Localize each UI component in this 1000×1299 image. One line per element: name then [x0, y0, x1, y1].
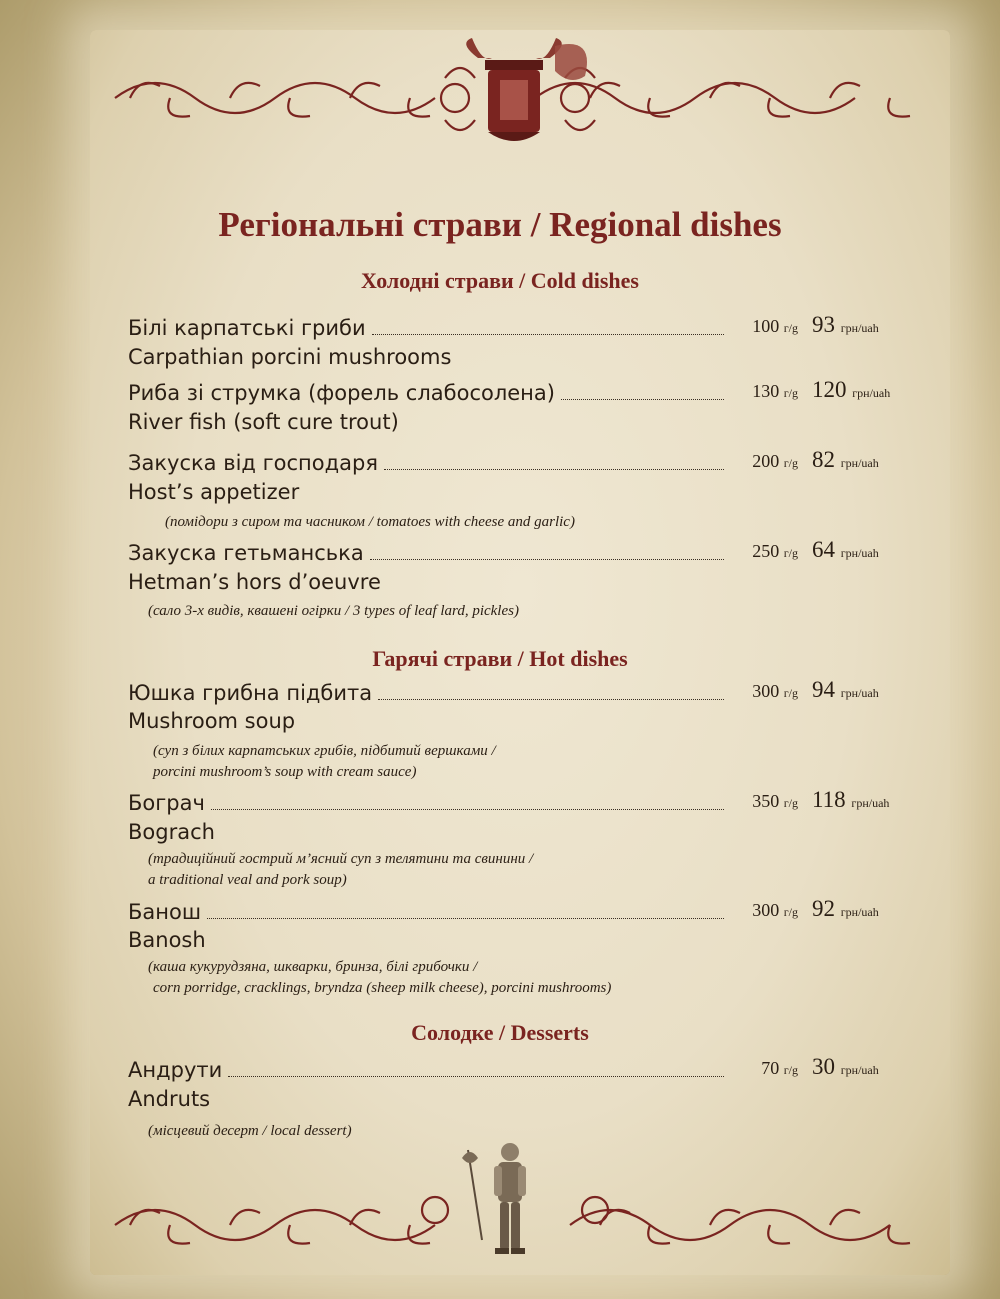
dish-description: a traditional veal and pork soup)	[148, 872, 347, 888]
dish-description: (місцевий десерт / local dessert)	[148, 1123, 352, 1139]
dot-leader	[378, 699, 724, 700]
dish-price: 64 грн/uah	[812, 537, 879, 562]
dish-name-en: Mushroom soup	[128, 709, 296, 733]
dish-weight: 200 г/g	[752, 451, 798, 471]
dish-weight: 100 г/g	[752, 316, 798, 336]
dish-name-ua: Андрути	[128, 1058, 223, 1082]
menu-item-row	[128, 447, 908, 477]
dot-leader	[370, 559, 724, 560]
dot-leader	[228, 1076, 724, 1077]
dish-weight: 350 г/g	[752, 791, 798, 811]
dish-weight: 70 г/g	[761, 1058, 798, 1078]
dish-price: 118 грн/uah	[812, 787, 890, 812]
menu-item-row	[128, 896, 908, 926]
dish-weight: 300 г/g	[752, 681, 798, 701]
section-title-hot: Гарячі страви / Hot dishes	[372, 646, 628, 671]
dish-weight: 300 г/g	[752, 900, 798, 920]
dish-description: (сало 3-х видів, квашені огірки / 3 types of leaf lard, pickles)	[148, 603, 519, 619]
dot-leader	[561, 399, 724, 400]
dish-weight: 250 г/g	[752, 541, 798, 561]
dish-description: porcini mushroom’s soup with cream sauce)	[153, 764, 417, 780]
menu-item-row	[128, 787, 908, 817]
dish-name-ua: Банош	[128, 900, 202, 924]
dish-price: 120 грн/uah	[812, 377, 891, 402]
dish-price: 82 грн/uah	[812, 447, 879, 472]
section-title-desserts: Солодке / Desserts	[411, 1020, 589, 1045]
dish-name-en: Carpathian porcini mushrooms	[128, 345, 452, 369]
dish-price: 94 грн/uah	[812, 677, 879, 702]
dish-price: 93 грн/uah	[812, 312, 879, 337]
dish-name-en: Banosh	[128, 928, 206, 952]
dish-name-en: Andruts	[128, 1087, 211, 1111]
page-title: Регіональні страви / Regional dishes	[218, 205, 782, 244]
dot-leader	[211, 809, 724, 810]
knight-icon	[462, 1143, 526, 1254]
dish-name-ua: Юшка грибна підбита	[128, 681, 373, 705]
dish-name-en: Hetman’s hors d’oeuvre	[128, 570, 381, 594]
dot-leader	[207, 918, 724, 919]
dish-description: corn porridge, cracklings, bryndza (sheep milk cheese), porcini mushrooms)	[153, 980, 612, 996]
menu-item-row	[128, 537, 908, 567]
dot-leader	[372, 334, 724, 335]
menu-item-row	[128, 1054, 908, 1084]
dish-description: (каша кукурудзяна, шкварки, бринза, білі грибочки /	[148, 959, 478, 975]
menu-item-row	[128, 377, 908, 407]
dish-weight: 130 г/g	[752, 381, 798, 401]
bottom-ornament	[110, 1140, 920, 1270]
dish-name-en: River fish (soft cure trout)	[128, 410, 399, 434]
section-title-cold: Холодні страви / Cold dishes	[361, 268, 639, 293]
dish-name-ua: Закуска від господаря	[128, 451, 378, 475]
dish-description: (традиційний гострий м’ясний суп з телятини та свинини /	[148, 851, 534, 867]
dot-leader	[384, 469, 724, 470]
dish-name-en: Host’s appetizer	[128, 480, 300, 504]
top-ornament	[110, 38, 920, 158]
dish-description: (суп з білих карпатських грибів, підбитий вершками /	[153, 743, 496, 759]
dish-name-ua: Білі карпатські гриби	[128, 316, 366, 340]
menu-item-row	[128, 312, 908, 342]
dish-price: 30 грн/uah	[812, 1054, 879, 1079]
dish-name-en: Bograch	[128, 820, 215, 844]
dish-description: (помідори з сиром та часником / tomatoes with cheese and garlic)	[165, 514, 575, 530]
dish-name-ua: Бограч	[128, 791, 205, 815]
dish-price: 92 грн/uah	[812, 896, 879, 921]
menu-item-row	[128, 677, 908, 707]
dish-name-ua: Риба зі струмка (форель слабосолена)	[128, 381, 555, 405]
dish-name-ua: Закуска гетьманська	[128, 541, 364, 565]
